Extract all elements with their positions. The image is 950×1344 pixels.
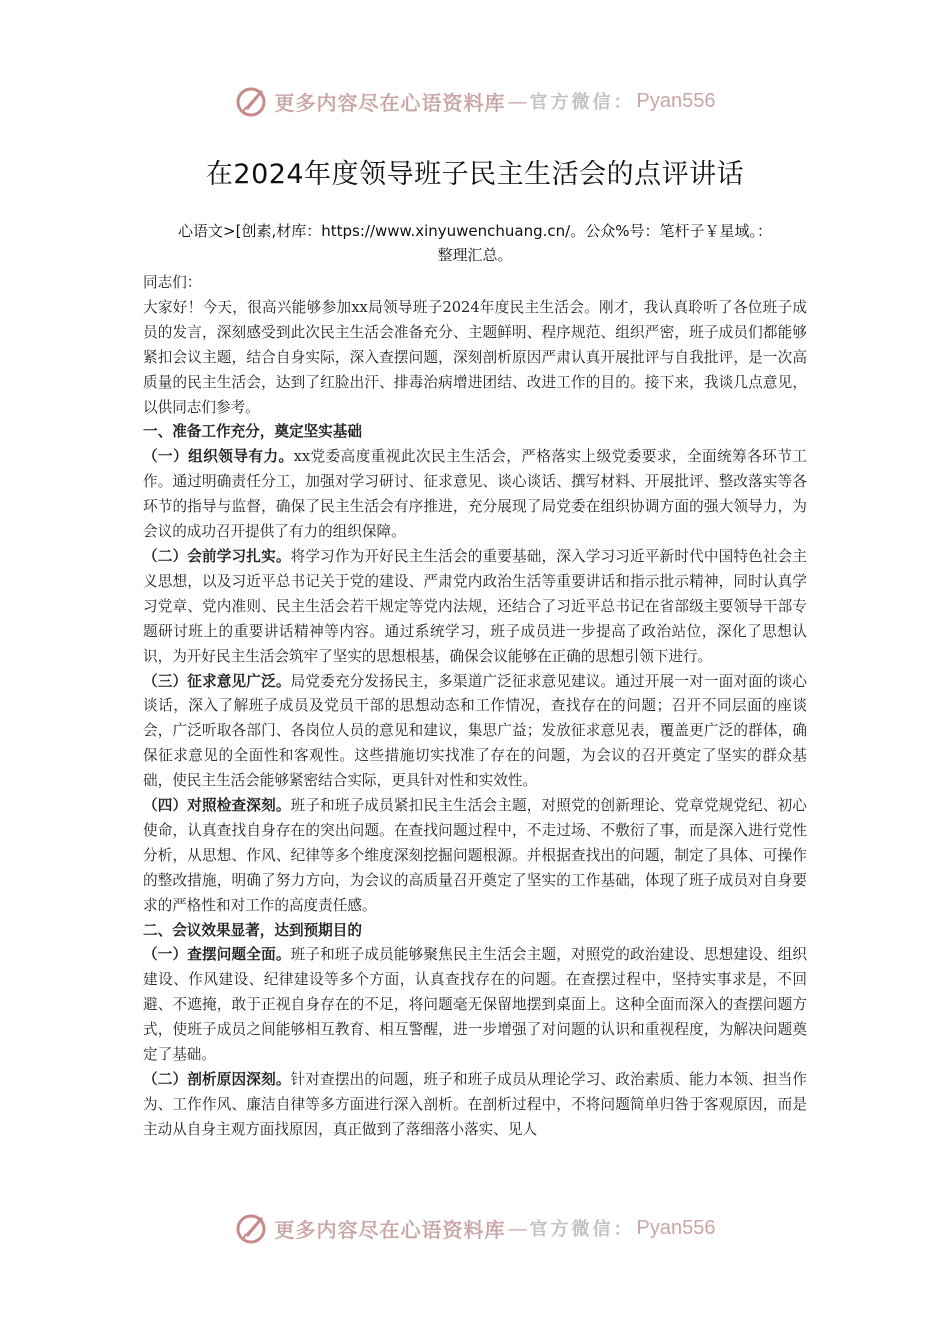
watermark-text: 更多内容尽在心语资料库: [274, 90, 506, 115]
paragraph-text: xx党委高度重视此次民主生活会，严格落实上级党委要求，全面统筹各环节工作。通过明确责任分工，加强对学习研讨、征求意见、谈心谈话、撰写材料、开展批评、整改落实等各环节的指导与监督，确保了民主生活会有序推进，充分展现了局党委在组织协调方面的强大领导力，为会议的成功召开提供了有力的组织保障。: [143, 448, 807, 541]
document-title: 在2024年度领导班子民主生活会的点评讲话: [205, 159, 745, 190]
paragraph-lead: （一）组织领导有力。: [143, 448, 294, 466]
paragraph-lead: （四）对照检查深刻。: [143, 797, 291, 815]
quill-logo-icon: [235, 1211, 269, 1245]
greeting: 同志们：: [143, 274, 202, 291]
document-body: [143, 271, 807, 1191]
paragraph-lead: （一）查摆问题全面。: [143, 946, 291, 964]
paragraph: [143, 1068, 807, 1143]
paragraph-text: 针对查摆出的问题，班子和班子成员从理论学习、政治素质、能力本领、担当作为、工作作风、廉洁自律等多方面进行深入剖析。在剖析过程中，不将问题简单归咎于客观原因，而是主动从自身主观方面找原因，真正做到了落细落小落实、见人: [143, 1071, 807, 1138]
source-line-1: 心语文>[创素,材库：https://www.xinyuwenchuang.cn/。公众%号：笔杆子￥星域。：: [178, 222, 772, 240]
section-2-heading: 二、会议效果显著，达到预期目的: [143, 921, 362, 939]
source-note: [143, 219, 807, 267]
paragraph-text: 班子和班子成员能够聚焦民主生活会主题，对照党的政治建设、思想建设、组织建设、作风建设、纪律建设等多个方面，认真查找存在的问题。在查摆过程中，坚持实事求是，不回避、不遮掩，敢于正视自身存在的不足，将问题毫无保留地摆到桌面上。这种全面而深入的查摆问题方式，使班子成员之间能够相互教育、相互警醒，进一步增强了对问题的认识和重视程度，为解决问题奠定了基础。: [143, 946, 807, 1064]
quill-logo-icon: [235, 84, 269, 118]
watermark-dash: —: [507, 1216, 528, 1240]
watermark-dash: —: [507, 89, 528, 113]
body-clip: [143, 271, 807, 1191]
watermark-banner-top: [0, 84, 950, 118]
paragraph: [143, 670, 807, 795]
paragraph-lead: （二）会前学习扎实。: [143, 547, 291, 565]
paragraph-text: 班子和班子成员紧扣民主生活会主题，对照党的创新理论、党章党规党纪、初心使命，认真查找自身存在的突出问题。在查找问题过程中，不走过场、不敷衍了事，而是深入进行党性分析，从思想、作风、纪律等多个维度深刻挖掘问题根源。并根据查找出的问题，制定了具体、可操作的整改措施，明确了努力方向，为会议的高质量召开奠定了坚实的工作基础，体现了班子成员对自身要求的严格性和对工作的高度责任感。: [143, 797, 807, 914]
section-1-heading: 一、准备工作充分，奠定坚实基础: [143, 423, 362, 441]
watermark-text: 更多内容尽在心语资料库: [274, 1217, 506, 1242]
watermark-banner-bottom: [0, 1211, 950, 1245]
intro-paragraph: 大家好！今天，很高兴能够参加xx局领导班子2024年度民主生活会。刚才，我认真聆听了各位班子成员的发言，深刻感受到此次民主生活会准备充分、主题鲜明、程序规范、组织严密，班子成员们都能够紧扣会议主题，结合自身实际，深入查摆问题，深刻剖析原因严肃认真开展批评与自我批评，是一次高质量的民主生活会，达到了红脸出汗、排毒治病增进团结、改进工作的目的。接下来，我谈几点意见，以供同志们参考。: [143, 298, 807, 416]
source-line-2: 整理汇总。: [437, 246, 513, 264]
paragraph-text: 将学习作为开好民主生活会的重要基础，深入学习习近平新时代中国特色社会主义思想，以及习近平总书记关于党的建设、严肃党内政治生活等重要讲话和指示批示精神，同时认真学习党章、党内准则、民主生活会若干规定等党内法规，还结合了习近平总书记在省部级主要领导干部专题研讨班上的重要讲话精神等内容。通过系统学习，班子成员进一步提高了政治站位，深化了思想认识，为开好民主生活会筑牢了坚实的思想根基，确保会议能够在正确的思想引领下进行。: [143, 547, 807, 665]
paragraph: [143, 794, 807, 919]
paragraph: [143, 943, 807, 1068]
watermark-wechat-label: 官方微信：: [529, 1219, 635, 1240]
paragraph: [143, 545, 807, 670]
watermark-wechat-label: 官方微信：: [529, 92, 635, 113]
watermark-wechat-id: Pyan556: [636, 1216, 716, 1239]
watermark-wechat-id: Pyan556: [636, 89, 716, 112]
paragraph: [143, 445, 807, 545]
paragraph-lead: （三）征求意见广泛。: [143, 672, 291, 690]
paragraph-text: 局党委充分发扬民主，多渠道广泛征求意见建议。通过开展一对一面对面的谈心谈话，深入了解班子成员及党员干部的思想动态和工作情况，查找存在的问题；召开不同层面的座谈会，广泛听取各部门、各岗位人员的意见和建议，集思广益；发放征求意见表，覆盖更广泛的群体，确保征求意见的全面性和客观性。这些措施切实找准了存在的问题，为会议的召开奠定了坚实的群众基础，使民主生活会能够紧密结合实际，更具针对性和实效性。: [143, 672, 807, 790]
paragraph-lead: （二）剖析原因深刻。: [143, 1071, 291, 1088]
